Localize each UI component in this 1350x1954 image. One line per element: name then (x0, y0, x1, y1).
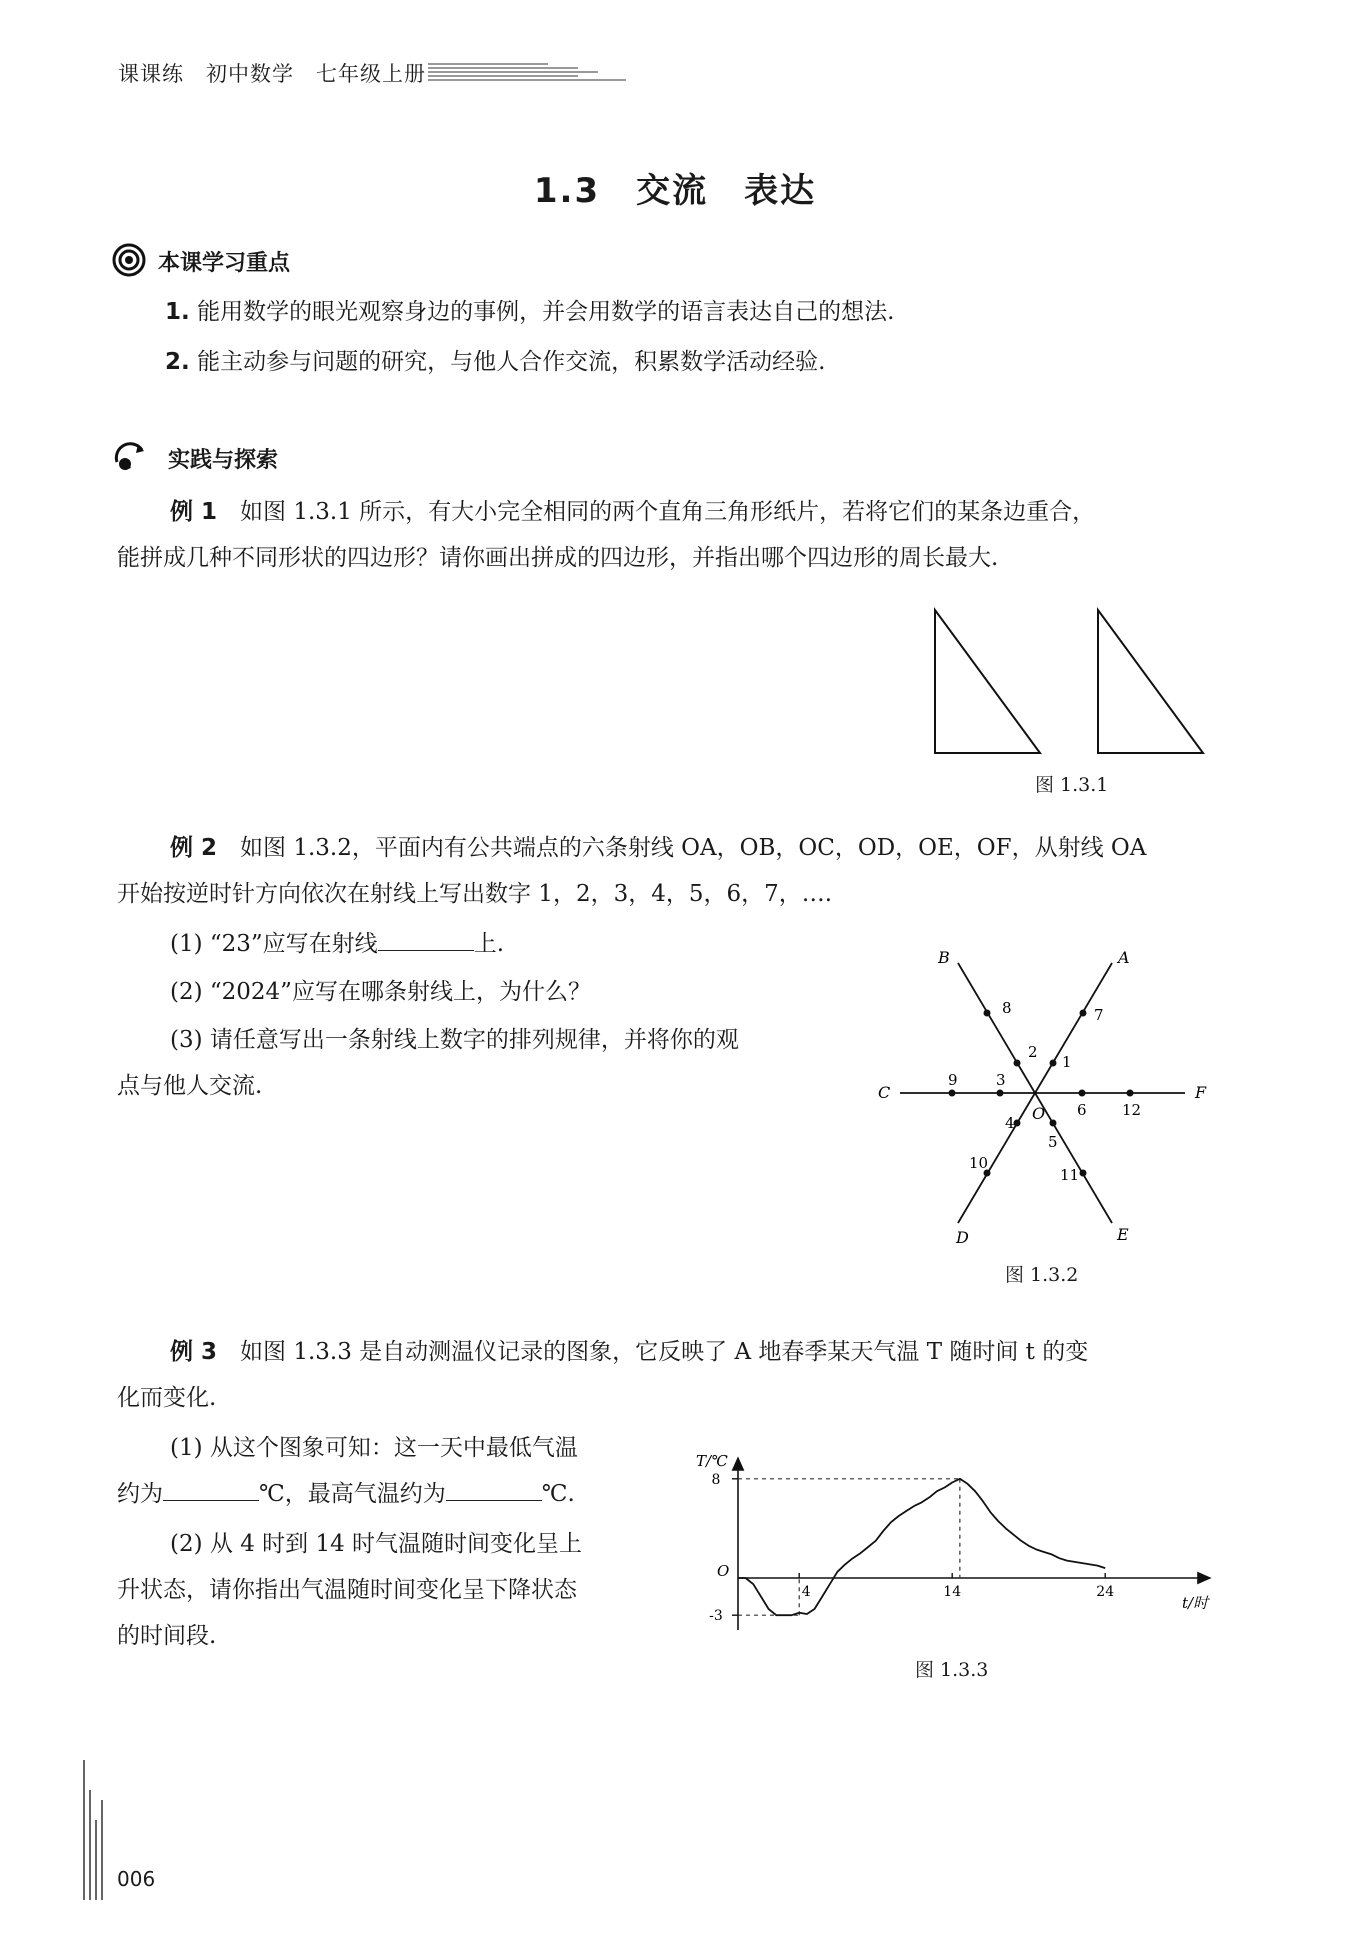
num-1: 1 (1062, 1053, 1072, 1071)
ex3-q1-part-b: ℃，最高气温约为 (259, 1481, 446, 1507)
y-axis-label: T/℃ (696, 1452, 728, 1470)
page-title: 1.3 交流 表达 (533, 171, 817, 211)
figure-1-3-2-rays (870, 945, 1220, 1245)
label-f: F (1195, 1083, 1207, 1102)
num-10: 10 (969, 1154, 989, 1172)
ex2-q1-end: 上. (473, 931, 504, 957)
focus-item-text: 能用数学的眼光观察身边的事例，并会用数学的语言表达自己的想法. (197, 299, 895, 325)
num-9: 9 (948, 1071, 958, 1089)
focus-heading: 本课学习重点 (158, 251, 291, 276)
ex3-label: 例 3 (170, 1339, 218, 1365)
ex2-q1-text: (1) “23”应写在射线 (170, 931, 378, 957)
num-3: 3 (996, 1071, 1006, 1089)
x-tick-label: 24 (1096, 1584, 1115, 1600)
ex2-question-2: (2) “2024”应写在哪条射线上，为什么？ (170, 979, 591, 1005)
num-11: 11 (1060, 1166, 1080, 1184)
ex2-question-3-line-2: 点与他人交流. (117, 1073, 263, 1099)
num-6: 6 (1077, 1101, 1087, 1119)
figure-1-3-3-temperature-chart (690, 1440, 1230, 1640)
num-8: 8 (1002, 999, 1012, 1017)
answer-blank-min-temp[interactable] (163, 1474, 259, 1501)
y-tick-label: -3 (709, 1608, 723, 1625)
point-7 (1080, 1010, 1087, 1017)
x-axis-label: t/时 (1182, 1594, 1209, 1612)
point-1 (1050, 1060, 1057, 1067)
point-5 (1050, 1120, 1057, 1127)
ex1-label: 例 1 (170, 499, 218, 525)
right-triangle-right (1098, 610, 1203, 753)
figure-1-3-1-caption: 图 1.3.1 (1035, 774, 1109, 796)
ex3-question-1-line-1: (1) 从这个图象可知：这一天中最低气温 (170, 1435, 578, 1461)
num-7: 7 (1094, 1006, 1104, 1024)
ex3-q1-part-a: 约为 (117, 1481, 163, 1507)
ray-oe (1035, 1093, 1112, 1223)
ex3-text-1: 如图 1.3.3 是自动测温仪记录的图象，它反映了 A 地春季某天气温 T 随时间 t 的变 (240, 1339, 1089, 1365)
label-d: D (956, 1228, 969, 1245)
label-c: C (878, 1083, 891, 1102)
ex3-question-2-line-1: (2) 从 4 时到 14 时气温随时间变化呈上 (170, 1531, 583, 1557)
num-12: 12 (1122, 1101, 1142, 1119)
answer-blank[interactable] (378, 924, 474, 951)
ex2-line-1 (170, 826, 1146, 871)
ex3-line-2: 化而变化. (117, 1385, 217, 1411)
num-4: 4 (1005, 1114, 1015, 1132)
label-o: O (1032, 1104, 1046, 1123)
target-icon (112, 243, 146, 277)
ex1-line-1 (170, 490, 1095, 535)
point-9 (949, 1090, 956, 1097)
pencil-arrow-icon (112, 440, 146, 474)
focus-item-text: 能主动参与问题的研究，与他人合作交流，积累数学活动经验. (197, 349, 826, 375)
figure-1-3-2-caption: 图 1.3.2 (1005, 1264, 1079, 1286)
point-12 (1127, 1090, 1134, 1097)
num-5: 5 (1048, 1133, 1058, 1151)
figure-1-3-3-caption: 图 1.3.3 (915, 1659, 989, 1681)
ex2-text-1: 如图 1.3.2，平面内有公共端点的六条射线 OA，OB，OC，OD，OE，OF，从射线 OA (240, 835, 1147, 861)
ex3-question-2-line-2: 升状态，请你指出气温随时间变化呈下降状态 (117, 1577, 577, 1603)
origin-label: O (717, 1562, 730, 1580)
x-tick-label: 4 (801, 1584, 811, 1600)
running-header: 课课练 初中数学 七年级上册 (118, 62, 426, 86)
header-decoration-lines (428, 62, 626, 84)
ex2-line-2: 开始按逆时针方向依次在射线上写出数字 1，2，3，4，5，6，7，…. (117, 881, 833, 907)
ex3-question-1-line-2 (117, 1472, 575, 1517)
label-b: B (938, 948, 950, 967)
point-11 (1080, 1170, 1087, 1177)
point-8 (984, 1010, 991, 1017)
page-number: 006 (117, 1867, 156, 1891)
answer-blank-max-temp[interactable] (446, 1474, 542, 1501)
focus-item-1 (165, 290, 894, 335)
label-a: A (1118, 948, 1130, 967)
y-tick-label: 8 (711, 1471, 721, 1488)
margin-decoration-lines (80, 1760, 120, 1900)
temperature-curve (738, 1479, 1105, 1615)
ex2-label: 例 2 (170, 835, 218, 861)
right-triangle-left (935, 610, 1040, 753)
ray-oa (1035, 963, 1112, 1093)
label-e: E (1117, 1225, 1129, 1244)
ex3-q1-part-c: ℃. (541, 1481, 575, 1507)
ex3-line-1 (170, 1330, 1088, 1375)
ex2-question-1 (170, 922, 504, 967)
focus-item-2 (165, 340, 825, 385)
point-6 (1079, 1090, 1086, 1097)
num-2: 2 (1028, 1043, 1038, 1061)
ex3-question-2-line-3: 的时间段. (117, 1623, 217, 1649)
ex2-question-3-line-1: (3) 请任意写出一条射线上数字的排列规律，并将你的观 (170, 1027, 739, 1053)
ex1-text-1: 如图 1.3.1 所示，有大小完全相同的两个直角三角形纸片，若将它们的某条边重合， (240, 499, 1096, 525)
point-3 (997, 1090, 1004, 1097)
focus-item-number: 1. (165, 299, 190, 325)
figure-1-3-1-triangles (930, 605, 1220, 765)
point-2 (1014, 1060, 1021, 1067)
x-tick-label: 14 (943, 1584, 962, 1600)
practice-heading: 实践与探索 (168, 448, 279, 473)
ex1-line-2: 能拼成几种不同形状的四边形？请你画出拼成的四边形，并指出哪个四边形的周长最大. (117, 545, 999, 571)
focus-item-number: 2. (165, 349, 190, 375)
point-4 (1014, 1120, 1021, 1127)
